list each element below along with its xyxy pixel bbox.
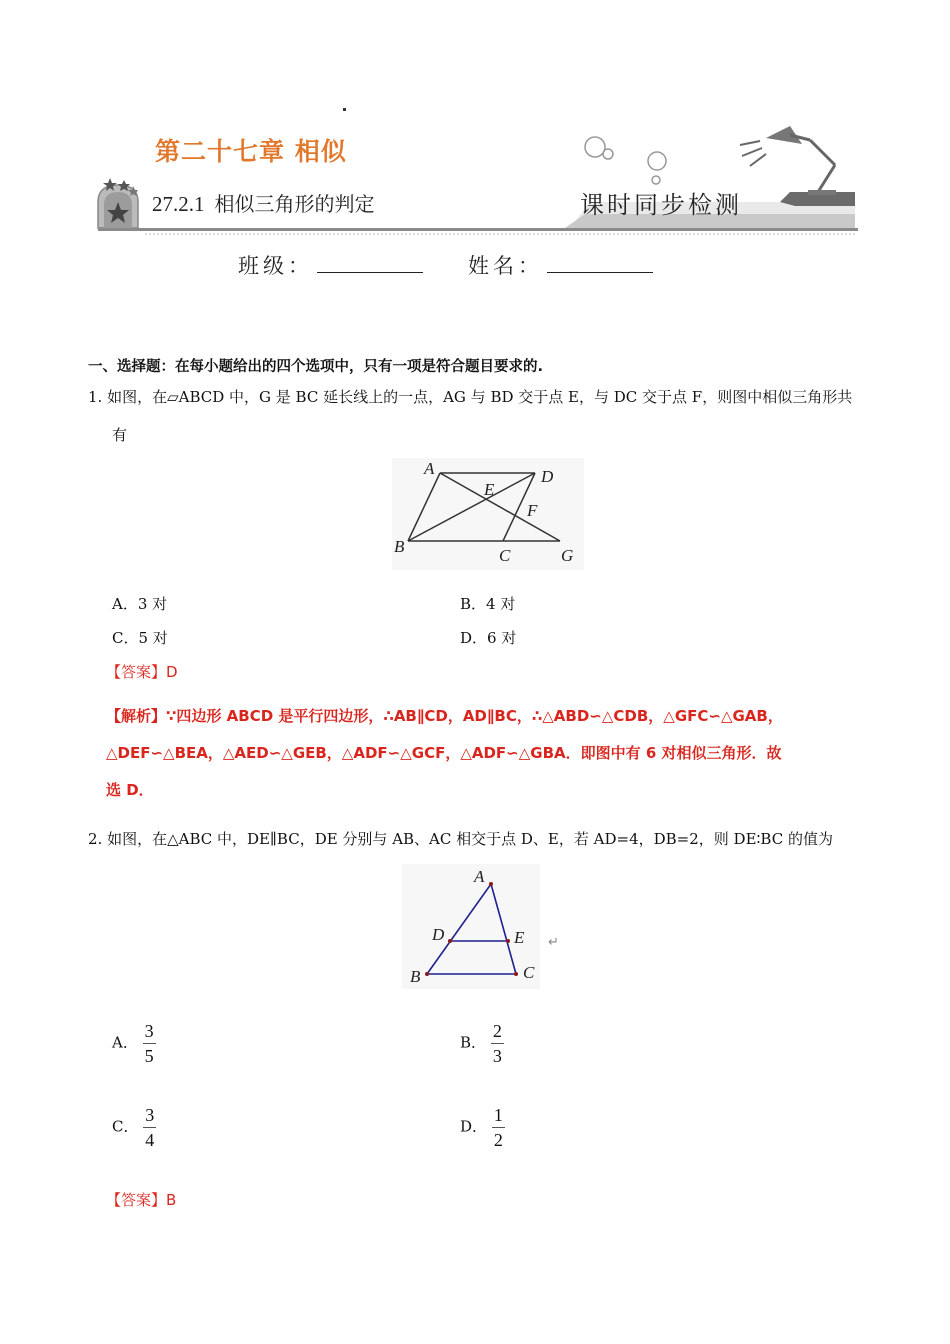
denominator: 2 [493, 1130, 503, 1150]
numerator: 1 [492, 1103, 505, 1128]
q1-option-c[interactable]: C．5 对 [112, 629, 168, 647]
chapter-title: 第二十七章 相似 [155, 137, 347, 166]
point-E [506, 939, 510, 943]
question-1-line1 [88, 387, 852, 407]
name-blank[interactable] [547, 254, 653, 273]
section-title [152, 188, 375, 217]
q2-option-c[interactable] [112, 1103, 156, 1152]
q2-option-d-letter: D． [460, 1117, 488, 1136]
label-D: D [541, 467, 554, 486]
question-1-line2: 有 [112, 426, 128, 444]
q2-option-a[interactable] [112, 1019, 156, 1068]
label-A: A [474, 867, 485, 886]
name-field [468, 250, 653, 280]
label-C: C [523, 963, 535, 982]
question-1-text: 如图，在▱ABCD 中，G 是 BC 延长线上的一点，AG 与 BD 交于点 E，与 DC 交于点 F，则图中相似三角形共 [107, 388, 853, 406]
label-D: D [432, 925, 445, 944]
class-blank[interactable] [317, 254, 423, 273]
point-D [448, 939, 452, 943]
banner-label: 课时同步检测 [580, 191, 742, 219]
numerator: 2 [491, 1019, 504, 1044]
question-2-line [88, 829, 833, 849]
section-number: 27.2.1 [152, 192, 205, 216]
question-1-figure [392, 458, 584, 570]
q2-option-d[interactable] [460, 1103, 505, 1152]
point-A [489, 882, 493, 886]
q1-analysis-line2: △DEF∽△BEA，△AED∽△GEB，△ADF∽△GCF，△ADF∽△GBA．即图中有 6 对相似三角形．故 [106, 744, 782, 762]
label-C: C [499, 546, 511, 565]
q1-option-a[interactable]: A．3 对 [112, 595, 168, 613]
q1-answer: 【答案】D [106, 663, 178, 681]
numerator: 3 [143, 1019, 156, 1044]
q2-option-b-letter: B． [460, 1033, 487, 1052]
denominator: 5 [144, 1046, 154, 1066]
class-field [238, 250, 423, 280]
q2-option-c-letter: C． [112, 1117, 139, 1136]
section-heading: 一、选择题：在每小题给出的四个选项中，只有一项是符合题目要求的. [88, 359, 544, 375]
label-B: B [410, 967, 421, 986]
top-marker [343, 108, 346, 111]
q1-analysis [106, 698, 876, 809]
label-F: F [527, 501, 538, 520]
q2-option-a-fraction [143, 1019, 156, 1068]
q2-option-a-letter: A． [112, 1033, 138, 1052]
q2-answer: 【答案】B [106, 1191, 177, 1209]
question-2-text: 如图，在△ABC 中，DE∥BC，DE 分别与 AB、AC 相交于点 D、E，若 AD=4，DB=2，则 DE∶BC 的值为 [107, 830, 833, 848]
q1-analysis-line1: 【解析】∵四边形 ABCD 是平行四边形，∴AB∥CD，AD∥BC，∴△ABD∽△CDB，△GFC∽△GAB， [106, 707, 783, 725]
label-B: B [394, 537, 405, 556]
q1-analysis-line3: 选 D． [106, 781, 154, 799]
denominator: 4 [145, 1130, 155, 1150]
point-C [514, 972, 518, 976]
header-banner [90, 110, 870, 240]
label-A: A [424, 459, 435, 478]
q2-option-b-fraction [491, 1019, 504, 1068]
section-title-text: 相似三角形的判定 [214, 192, 375, 216]
numerator: 3 [143, 1103, 156, 1128]
q2-option-b[interactable] [460, 1019, 504, 1068]
label-E: E [484, 480, 495, 499]
question-2-number: 2. [88, 830, 103, 848]
q1-option-b[interactable]: B．4 对 [460, 595, 516, 613]
return-mark-icon: ↵ [548, 935, 559, 950]
q1-option-d[interactable]: D．6 对 [460, 629, 517, 647]
question-1-number: 1. [88, 388, 103, 406]
label-G: G [561, 546, 574, 565]
denominator: 3 [492, 1046, 502, 1066]
point-B [425, 972, 429, 976]
name-label: 姓名： [468, 254, 543, 278]
q2-option-d-fraction [492, 1103, 505, 1152]
label-E: E [514, 928, 525, 947]
class-label: 班级： [238, 254, 313, 278]
q2-option-c-fraction [143, 1103, 156, 1152]
bubbles-icon [585, 137, 666, 184]
star-badge-icon [98, 178, 138, 228]
desk-lamp-icon [740, 126, 836, 195]
question-2-figure [402, 864, 568, 989]
